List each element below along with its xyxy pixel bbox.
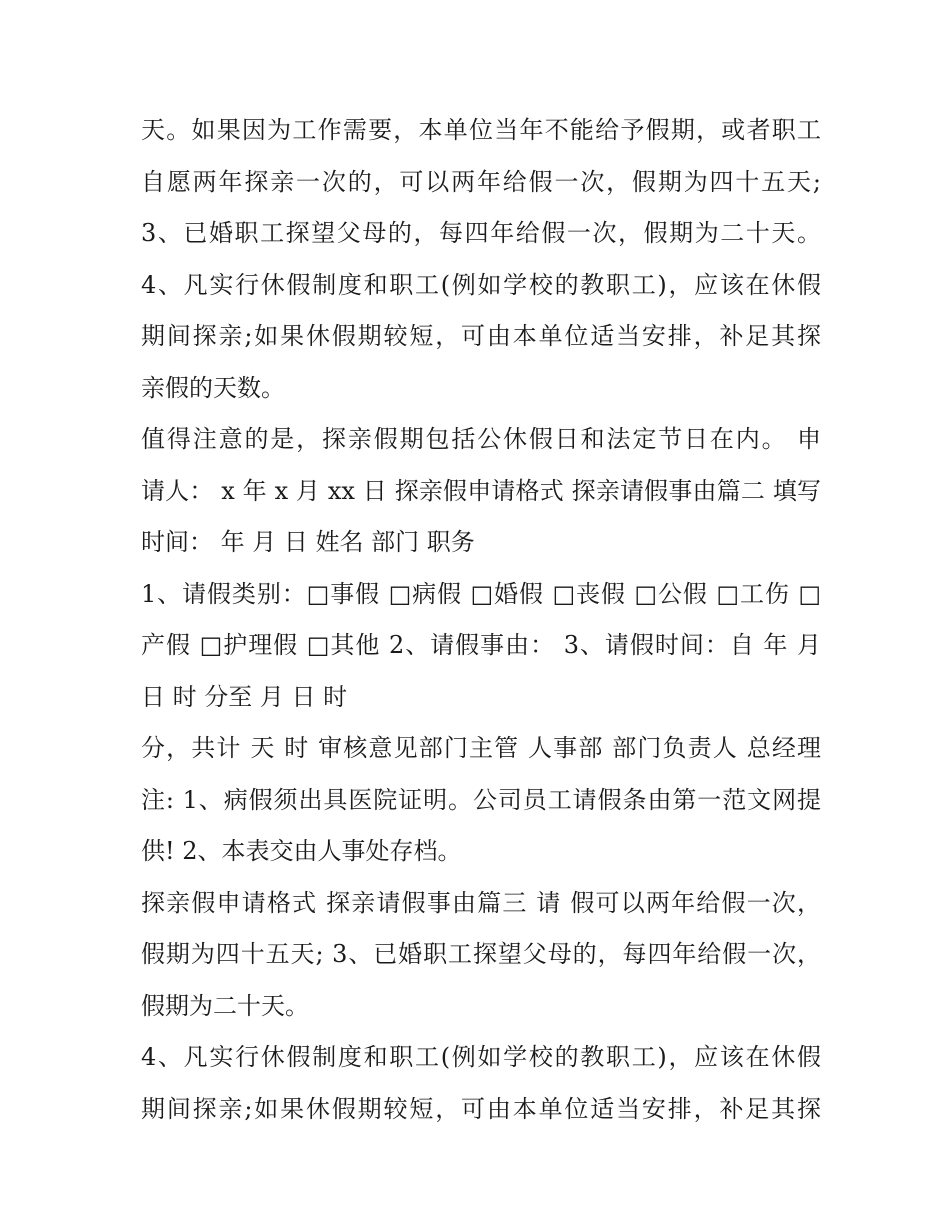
text-line-12: 日 时 分至 月 日 时 <box>141 682 348 711</box>
text-line-20: 期间探亲;如果休假期较短，可由本单位适当安排，补足其探 <box>141 1094 821 1123</box>
text-line-17: 假期为四十五天; 3、已婚职工探望父母的，每四年给假一次， <box>141 940 821 968</box>
text-line-7: 值得注意的是，探亲假期包括公休假日和法定节日在内。 申 <box>141 425 821 453</box>
text-line-1: 天。如果因为工作需要，本单位当年不能给予假期，或者职工 <box>141 116 821 144</box>
text-line-9: 时间： 年 月 日 姓名 部门 职务 <box>141 528 475 556</box>
text-line-18: 假期为二十天。 <box>141 991 309 1020</box>
text-line-16: 探亲假申请格式 探亲请假事由篇三 请 假可以两年给假一次， <box>141 888 821 917</box>
text-line-2: 自愿两年探亲一次的，可以两年给假一次，假期为四十五天; <box>141 167 821 196</box>
text-line-6: 亲假的天数。 <box>141 373 285 402</box>
text-line-11: 产假 □护理假 □其他 2、请假事由： 3、请假时间：自 年 月 <box>141 631 821 659</box>
document-body <box>141 105 821 1135</box>
text-line-15: 供! 2、本表交由人事处存档。 <box>141 837 462 865</box>
text-line-19: 4、凡实行休假制度和职工(例如学校的教职工)，应该在休假 <box>141 1043 821 1071</box>
text-line-10: 1、请假类别：□事假 □病假 □婚假 □丧假 □公假 □工伤 □ <box>141 579 821 608</box>
text-line-8: 请人： x 年 x 月 xx 日 探亲假申请格式 探亲请假事由篇二 填写 <box>141 476 821 505</box>
text-line-3: 3、已婚职工探望父母的，每四年给假一次，假期为二十天。 <box>141 219 821 247</box>
text-line-14: 注: 1、病假须出具医院证明。公司员工请假条由第一范文网提 <box>141 785 821 814</box>
text-line-13: 分，共计 天 时 审核意见部门主管 人事部 部门负责人 总经理 <box>141 734 821 762</box>
text-line-4: 4、凡实行休假制度和职工(例如学校的教职工)，应该在休假 <box>141 270 821 299</box>
text-line-5: 期间探亲;如果休假期较短，可由本单位适当安排，补足其探 <box>141 322 821 350</box>
